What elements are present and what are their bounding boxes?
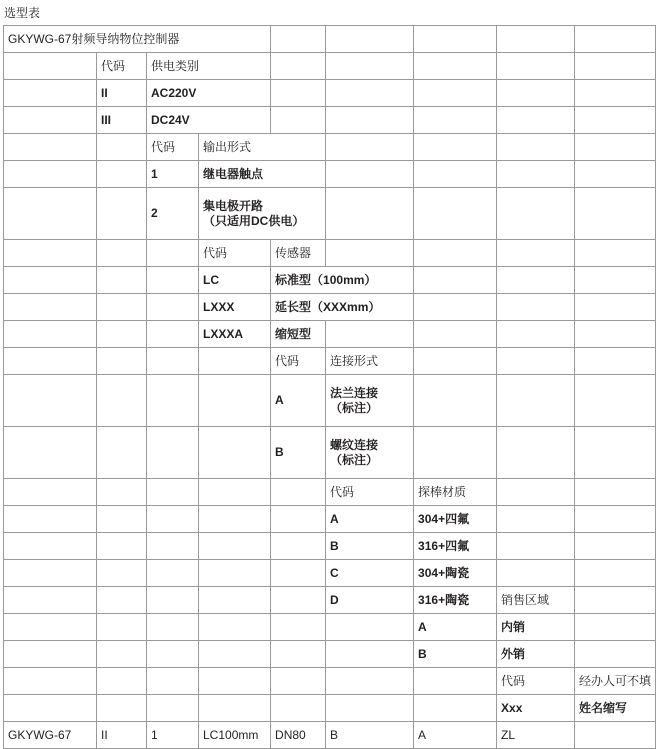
table-cell: 内销	[497, 614, 575, 641]
empty-cell	[271, 107, 326, 134]
table-cell: A	[414, 722, 497, 749]
empty-cell	[271, 506, 326, 533]
table-cell: 连接形式	[326, 348, 414, 375]
probe-304ceramic-row	[4, 560, 656, 587]
empty-cell	[147, 614, 199, 641]
empty-cell	[4, 587, 97, 614]
table-cell: 探棒材质	[414, 479, 497, 506]
table-cell: LC100mm	[199, 722, 271, 749]
sales-domestic-row	[4, 614, 656, 641]
empty-cell	[199, 506, 271, 533]
example-row	[4, 722, 656, 749]
empty-cell	[147, 641, 199, 668]
table-cell: C	[326, 560, 414, 587]
empty-cell	[97, 641, 147, 668]
power-dc-row	[4, 107, 656, 134]
empty-cell	[271, 587, 326, 614]
empty-cell	[497, 375, 575, 427]
table-cell: A	[271, 375, 326, 427]
empty-cell	[575, 560, 656, 587]
empty-cell	[4, 134, 97, 161]
empty-cell	[4, 533, 97, 560]
cell-line: （只适用DC供电）	[203, 213, 305, 228]
empty-cell	[271, 53, 326, 80]
probe-304ptfe-row	[4, 506, 656, 533]
empty-cell	[271, 26, 326, 53]
table-cell: 输出形式	[199, 134, 326, 161]
cell-line: （标注）	[330, 400, 379, 415]
empty-cell	[97, 560, 147, 587]
connection-thread-row	[4, 427, 656, 479]
probe-316ceramic-row	[4, 587, 656, 614]
empty-cell	[97, 375, 147, 427]
table-cell: 代码	[497, 668, 575, 695]
table-cell: 代码	[326, 479, 414, 506]
empty-cell	[147, 294, 199, 321]
connection-header-row	[4, 348, 656, 375]
table-cell: DN80	[271, 722, 326, 749]
empty-cell	[575, 161, 656, 188]
table-cell: 继电器触点	[199, 161, 326, 188]
table-cell: 304+陶瓷	[414, 560, 497, 587]
empty-cell	[497, 267, 575, 294]
empty-cell	[4, 161, 97, 188]
empty-cell	[497, 26, 575, 53]
table-cell: 销售区域	[497, 587, 575, 614]
empty-cell	[575, 587, 656, 614]
empty-cell	[4, 641, 97, 668]
empty-cell	[575, 533, 656, 560]
empty-cell	[326, 161, 414, 188]
empty-cell	[414, 267, 497, 294]
empty-cell	[97, 134, 147, 161]
empty-cell	[414, 53, 497, 80]
empty-cell	[271, 560, 326, 587]
empty-cell	[326, 240, 414, 267]
output-relay-row	[4, 161, 656, 188]
cell-line: 集电极开路	[203, 198, 264, 213]
empty-cell	[497, 560, 575, 587]
empty-cell	[147, 560, 199, 587]
empty-cell	[4, 107, 97, 134]
table-cell: D	[326, 587, 414, 614]
empty-cell	[147, 668, 199, 695]
table-cell: 标准型（100mm）	[271, 267, 414, 294]
empty-cell	[199, 668, 271, 695]
empty-cell	[199, 348, 271, 375]
empty-cell	[4, 614, 97, 641]
empty-cell	[497, 294, 575, 321]
empty-cell	[575, 427, 656, 479]
empty-cell	[199, 641, 271, 668]
table-cell	[326, 375, 414, 427]
empty-cell	[326, 668, 414, 695]
table-cell: 代码	[97, 53, 147, 80]
empty-cell	[497, 107, 575, 134]
empty-cell	[575, 479, 656, 506]
empty-cell	[147, 695, 199, 722]
sales-export-row	[4, 641, 656, 668]
empty-cell	[575, 348, 656, 375]
table-cell: B	[326, 533, 414, 560]
empty-cell	[414, 134, 497, 161]
table-cell: 姓名缩写	[575, 695, 656, 722]
empty-cell	[147, 375, 199, 427]
empty-cell	[326, 80, 414, 107]
table-cell: A	[326, 506, 414, 533]
agent-header-row	[4, 668, 656, 695]
empty-cell	[497, 53, 575, 80]
empty-cell	[4, 53, 97, 80]
empty-cell	[97, 267, 147, 294]
empty-cell	[4, 294, 97, 321]
table-cell: LXXX	[199, 294, 271, 321]
empty-cell	[147, 267, 199, 294]
empty-cell	[4, 479, 97, 506]
table-cell: LXXXA	[199, 321, 271, 348]
table-cell: Xxx	[497, 695, 575, 722]
empty-cell	[497, 80, 575, 107]
empty-cell	[4, 375, 97, 427]
empty-cell	[199, 614, 271, 641]
empty-cell	[97, 614, 147, 641]
empty-cell	[326, 321, 414, 348]
table-cell: 316+陶瓷	[414, 587, 497, 614]
empty-cell	[414, 240, 497, 267]
empty-cell	[497, 479, 575, 506]
empty-cell	[4, 267, 97, 294]
table-cell: III	[97, 107, 147, 134]
probe-header-row	[4, 479, 656, 506]
empty-cell	[4, 321, 97, 348]
empty-cell	[147, 533, 199, 560]
empty-cell	[326, 26, 414, 53]
empty-cell	[326, 614, 414, 641]
empty-cell	[199, 587, 271, 614]
empty-cell	[497, 134, 575, 161]
empty-cell	[147, 321, 199, 348]
table-cell: 延长型（XXXmm）	[271, 294, 414, 321]
table-cell: 304+四氟	[414, 506, 497, 533]
empty-cell	[97, 479, 147, 506]
table-cell: B	[326, 722, 414, 749]
cell-line: 法兰连接	[330, 385, 379, 400]
empty-cell	[575, 506, 656, 533]
empty-cell	[575, 267, 656, 294]
empty-cell	[147, 240, 199, 267]
table-cell: 1	[147, 722, 199, 749]
table-cell: 代码	[147, 134, 199, 161]
empty-cell	[97, 161, 147, 188]
empty-cell	[199, 533, 271, 560]
cell-line: 螺纹连接	[330, 437, 379, 452]
empty-cell	[147, 348, 199, 375]
empty-cell	[4, 506, 97, 533]
empty-cell	[147, 506, 199, 533]
empty-cell	[326, 53, 414, 80]
empty-cell	[575, 26, 656, 53]
model-selection-table	[3, 25, 656, 749]
agent-initials-row	[4, 695, 656, 722]
empty-cell	[4, 668, 97, 695]
table-cell: GKYWG-67射频导纳物位控制器	[4, 26, 271, 53]
power-ac-row	[4, 80, 656, 107]
table-body	[4, 26, 656, 749]
empty-cell	[414, 427, 497, 479]
empty-cell	[199, 427, 271, 479]
table-cell: DC24V	[147, 107, 271, 134]
empty-cell	[575, 722, 656, 749]
output-opencollector-row	[4, 188, 656, 240]
empty-cell	[271, 479, 326, 506]
table-cell: II	[97, 80, 147, 107]
sensor-extended-row	[4, 294, 656, 321]
empty-cell	[575, 321, 656, 348]
table-cell: 代码	[271, 348, 326, 375]
table-cell: AC220V	[147, 80, 271, 107]
connection-flange-row	[4, 375, 656, 427]
table-cell: 外销	[497, 641, 575, 668]
empty-cell	[497, 427, 575, 479]
empty-cell	[4, 427, 97, 479]
empty-cell	[497, 533, 575, 560]
empty-cell	[199, 560, 271, 587]
empty-cell	[4, 348, 97, 375]
empty-cell	[4, 188, 97, 240]
empty-cell	[4, 560, 97, 587]
empty-cell	[497, 321, 575, 348]
empty-cell	[575, 134, 656, 161]
empty-cell	[97, 188, 147, 240]
empty-cell	[414, 321, 497, 348]
model-title-row	[4, 26, 656, 53]
empty-cell	[414, 695, 497, 722]
empty-cell	[4, 695, 97, 722]
empty-cell	[97, 240, 147, 267]
output-header-row	[4, 134, 656, 161]
empty-cell	[147, 479, 199, 506]
table-cell: 代码	[199, 240, 271, 267]
table-cell: B	[414, 641, 497, 668]
table-cell: LC	[199, 267, 271, 294]
empty-cell	[4, 80, 97, 107]
table-cell: 传感器	[271, 240, 326, 267]
empty-cell	[575, 107, 656, 134]
empty-cell	[497, 240, 575, 267]
empty-cell	[97, 506, 147, 533]
sensor-header-row	[4, 240, 656, 267]
page-title: 选型表	[4, 6, 41, 20]
empty-cell	[414, 107, 497, 134]
sensor-short-row	[4, 321, 656, 348]
empty-cell	[575, 641, 656, 668]
empty-cell	[414, 375, 497, 427]
empty-cell	[147, 427, 199, 479]
table-cell: 316+四氟	[414, 533, 497, 560]
empty-cell	[414, 161, 497, 188]
empty-cell	[575, 80, 656, 107]
empty-cell	[97, 294, 147, 321]
power-header-row	[4, 53, 656, 80]
empty-cell	[414, 668, 497, 695]
empty-cell	[575, 188, 656, 240]
empty-cell	[271, 80, 326, 107]
empty-cell	[97, 533, 147, 560]
empty-cell	[414, 80, 497, 107]
empty-cell	[271, 668, 326, 695]
empty-cell	[575, 53, 656, 80]
empty-cell	[575, 294, 656, 321]
empty-cell	[326, 695, 414, 722]
sensor-standard-row	[4, 267, 656, 294]
table-cell: 缩短型	[271, 321, 326, 348]
empty-cell	[497, 161, 575, 188]
empty-cell	[97, 668, 147, 695]
table-cell: ZL	[497, 722, 575, 749]
empty-cell	[497, 506, 575, 533]
table-cell: 2	[147, 188, 199, 240]
empty-cell	[326, 134, 414, 161]
empty-cell	[271, 641, 326, 668]
empty-cell	[271, 533, 326, 560]
empty-cell	[97, 321, 147, 348]
empty-cell	[199, 375, 271, 427]
empty-cell	[147, 587, 199, 614]
empty-cell	[497, 348, 575, 375]
table-cell	[199, 188, 326, 240]
empty-cell	[497, 188, 575, 240]
empty-cell	[97, 695, 147, 722]
empty-cell	[575, 375, 656, 427]
empty-cell	[414, 188, 497, 240]
empty-cell	[97, 587, 147, 614]
empty-cell	[97, 348, 147, 375]
empty-cell	[575, 240, 656, 267]
empty-cell	[414, 26, 497, 53]
empty-cell	[97, 427, 147, 479]
empty-cell	[326, 107, 414, 134]
empty-cell	[4, 240, 97, 267]
table-cell: II	[97, 722, 147, 749]
table-cell: 供电类别	[147, 53, 271, 80]
table-cell: B	[271, 427, 326, 479]
table-cell: 经办人可不填	[575, 668, 656, 695]
probe-316ptfe-row	[4, 533, 656, 560]
empty-cell	[271, 614, 326, 641]
cell-line: （标注）	[330, 452, 379, 467]
table-cell: A	[414, 614, 497, 641]
empty-cell	[575, 614, 656, 641]
table-cell: GKYWG-67	[4, 722, 97, 749]
empty-cell	[199, 695, 271, 722]
empty-cell	[414, 348, 497, 375]
table-cell: 1	[147, 161, 199, 188]
empty-cell	[271, 695, 326, 722]
empty-cell	[326, 641, 414, 668]
empty-cell	[199, 479, 271, 506]
empty-cell	[414, 294, 497, 321]
table-cell	[326, 427, 414, 479]
empty-cell	[326, 188, 414, 240]
